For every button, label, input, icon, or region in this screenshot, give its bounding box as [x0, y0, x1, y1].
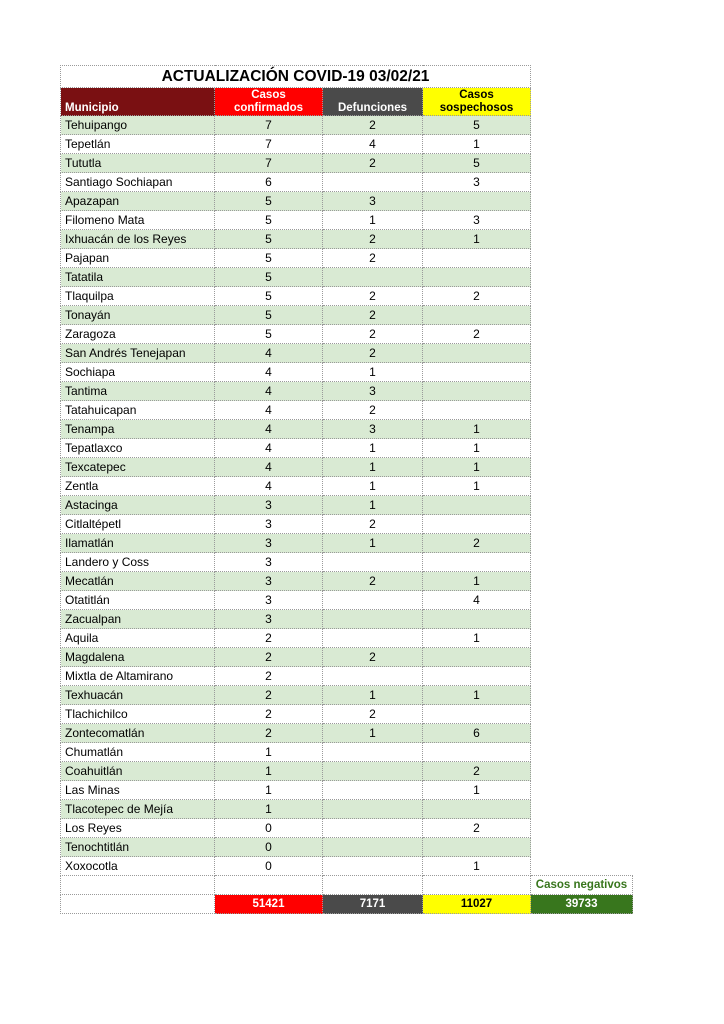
sospechosos-cell — [423, 496, 531, 515]
defunciones-cell: 3 — [323, 420, 423, 439]
confirmados-cell: 4 — [215, 420, 323, 439]
sospechosos-cell: 2 — [423, 762, 531, 781]
total-defunciones: 7171 — [323, 895, 423, 914]
defunciones-cell: 2 — [323, 230, 423, 249]
sospechosos-cell — [423, 743, 531, 762]
municipio-cell: Sochiapa — [61, 363, 215, 382]
municipio-cell: Zaragoza — [61, 325, 215, 344]
confirmados-cell: 5 — [215, 192, 323, 211]
municipio-cell: Magdalena — [61, 648, 215, 667]
table-row — [61, 325, 633, 344]
sospechosos-cell — [423, 610, 531, 629]
sheet-title: ACTUALIZACIÓN COVID-19 03/02/21 — [61, 66, 531, 88]
table-row — [61, 705, 633, 724]
sospechosos-cell — [423, 401, 531, 420]
confirmados-cell: 4 — [215, 363, 323, 382]
confirmados-cell: 0 — [215, 838, 323, 857]
table-row — [61, 230, 633, 249]
sospechosos-cell — [423, 705, 531, 724]
table-row — [61, 591, 633, 610]
table-row — [61, 382, 633, 401]
confirmados-cell: 5 — [215, 230, 323, 249]
defunciones-cell — [323, 838, 423, 857]
defunciones-cell: 4 — [323, 135, 423, 154]
defunciones-cell — [323, 591, 423, 610]
sospechosos-cell: 1 — [423, 420, 531, 439]
municipio-cell: Tatatila — [61, 268, 215, 287]
negativos-label-row — [61, 876, 633, 895]
municipio-cell: Tenochtitlán — [61, 838, 215, 857]
header-municipio: Municipio — [61, 88, 215, 116]
confirmados-cell: 4 — [215, 458, 323, 477]
confirmados-cell: 1 — [215, 743, 323, 762]
sospechosos-cell: 2 — [423, 325, 531, 344]
table-row — [61, 116, 633, 135]
municipio-cell: Apazapan — [61, 192, 215, 211]
table-row — [61, 154, 633, 173]
sospechosos-cell — [423, 800, 531, 819]
sospechosos-cell: 1 — [423, 781, 531, 800]
defunciones-cell: 2 — [323, 116, 423, 135]
confirmados-cell: 3 — [215, 591, 323, 610]
municipio-cell: Mecatlán — [61, 572, 215, 591]
defunciones-cell — [323, 743, 423, 762]
sospechosos-cell: 1 — [423, 857, 531, 876]
defunciones-cell: 1 — [323, 439, 423, 458]
defunciones-cell: 2 — [323, 401, 423, 420]
confirmados-cell: 1 — [215, 781, 323, 800]
defunciones-cell: 2 — [323, 515, 423, 534]
confirmados-cell: 3 — [215, 553, 323, 572]
table-row — [61, 477, 633, 496]
defunciones-cell — [323, 781, 423, 800]
table-row — [61, 496, 633, 515]
municipio-cell: Zontecomatlán — [61, 724, 215, 743]
table-row — [61, 439, 633, 458]
confirmados-cell: 3 — [215, 534, 323, 553]
confirmados-cell: 3 — [215, 610, 323, 629]
confirmados-cell: 0 — [215, 819, 323, 838]
sospechosos-cell — [423, 268, 531, 287]
confirmados-cell: 1 — [215, 762, 323, 781]
defunciones-cell: 2 — [323, 287, 423, 306]
header-confirmados-line1: Casos — [251, 89, 286, 101]
table-row — [61, 306, 633, 325]
confirmados-cell: 2 — [215, 705, 323, 724]
municipio-cell: Ixhuacán de los Reyes — [61, 230, 215, 249]
table-row — [61, 686, 633, 705]
municipio-cell: Coahuitlán — [61, 762, 215, 781]
sospechosos-cell — [423, 363, 531, 382]
defunciones-cell: 1 — [323, 724, 423, 743]
confirmados-cell: 5 — [215, 268, 323, 287]
sospechosos-cell: 1 — [423, 629, 531, 648]
sospechosos-cell: 1 — [423, 458, 531, 477]
confirmados-cell: 3 — [215, 496, 323, 515]
header-row — [61, 88, 633, 116]
sospechosos-cell — [423, 344, 531, 363]
header-defunciones: Defunciones — [323, 88, 423, 116]
sospechosos-cell: 1 — [423, 439, 531, 458]
confirmados-cell: 4 — [215, 477, 323, 496]
defunciones-cell: 1 — [323, 496, 423, 515]
confirmados-cell: 2 — [215, 667, 323, 686]
defunciones-cell: 2 — [323, 306, 423, 325]
municipio-cell: Landero y Coss — [61, 553, 215, 572]
municipio-cell: Pajapan — [61, 249, 215, 268]
total-confirmados: 51421 — [215, 895, 323, 914]
sospechosos-cell: 3 — [423, 173, 531, 192]
sospechosos-cell: 1 — [423, 477, 531, 496]
municipio-cell: Xoxocotla — [61, 857, 215, 876]
sospechosos-cell — [423, 648, 531, 667]
confirmados-cell: 3 — [215, 515, 323, 534]
totals-row — [61, 895, 633, 914]
confirmados-cell: 2 — [215, 629, 323, 648]
defunciones-cell — [323, 268, 423, 287]
defunciones-cell — [323, 800, 423, 819]
table-row — [61, 287, 633, 306]
confirmados-cell: 2 — [215, 686, 323, 705]
sospechosos-cell: 2 — [423, 534, 531, 553]
defunciones-cell — [323, 857, 423, 876]
table-row — [61, 192, 633, 211]
sospechosos-cell: 1 — [423, 135, 531, 154]
table-row — [61, 534, 633, 553]
defunciones-cell — [323, 819, 423, 838]
table-row — [61, 135, 633, 154]
confirmados-cell: 5 — [215, 325, 323, 344]
header-sospechosos-line2: sospechosos — [439, 102, 514, 114]
sospechosos-cell: 6 — [423, 724, 531, 743]
municipio-cell: Astacinga — [61, 496, 215, 515]
municipio-cell: Texhuacán — [61, 686, 215, 705]
sospechosos-cell: 2 — [423, 819, 531, 838]
confirmados-cell: 6 — [215, 173, 323, 192]
municipio-cell: Tepetlán — [61, 135, 215, 154]
municipio-cell: Citlaltépetl — [61, 515, 215, 534]
header-sospechosos-line1: Casos — [459, 89, 494, 101]
sospechosos-cell — [423, 553, 531, 572]
defunciones-cell — [323, 667, 423, 686]
confirmados-cell: 4 — [215, 401, 323, 420]
confirmados-cell: 7 — [215, 135, 323, 154]
covid-table — [60, 65, 633, 914]
municipio-cell: Tepatlaxco — [61, 439, 215, 458]
sospechosos-cell: 1 — [423, 230, 531, 249]
table-row — [61, 344, 633, 363]
municipio-cell: Tlacotepec de Mejía — [61, 800, 215, 819]
table-row — [61, 363, 633, 382]
defunciones-cell — [323, 610, 423, 629]
total-sospechosos: 11027 — [423, 895, 531, 914]
defunciones-cell: 1 — [323, 686, 423, 705]
defunciones-cell: 2 — [323, 249, 423, 268]
header-confirmados-line2: confirmados — [233, 102, 303, 114]
confirmados-cell: 0 — [215, 857, 323, 876]
sospechosos-cell — [423, 382, 531, 401]
defunciones-cell: 2 — [323, 344, 423, 363]
negativos-label: Casos negativos — [531, 876, 633, 895]
confirmados-cell: 4 — [215, 344, 323, 363]
table-row — [61, 648, 633, 667]
sospechosos-cell — [423, 249, 531, 268]
municipio-cell: Tonayán — [61, 306, 215, 325]
municipio-cell: Zentla — [61, 477, 215, 496]
defunciones-cell: 2 — [323, 705, 423, 724]
defunciones-cell: 1 — [323, 363, 423, 382]
sospechosos-cell — [423, 306, 531, 325]
table-row — [61, 249, 633, 268]
sospechosos-cell — [423, 192, 531, 211]
defunciones-cell — [323, 629, 423, 648]
confirmados-cell: 5 — [215, 306, 323, 325]
table-row — [61, 857, 633, 876]
table-row — [61, 610, 633, 629]
defunciones-cell: 3 — [323, 382, 423, 401]
table-row — [61, 572, 633, 591]
table-row — [61, 173, 633, 192]
confirmados-cell: 3 — [215, 572, 323, 591]
table-row — [61, 781, 633, 800]
table-row — [61, 211, 633, 230]
municipio-cell: Tlaquilpa — [61, 287, 215, 306]
confirmados-cell: 2 — [215, 724, 323, 743]
table-row — [61, 838, 633, 857]
table-row — [61, 515, 633, 534]
defunciones-cell: 1 — [323, 477, 423, 496]
sospechosos-cell — [423, 838, 531, 857]
header-sospechosos — [423, 88, 531, 116]
municipio-cell: Otatitlán — [61, 591, 215, 610]
municipio-cell: Tantima — [61, 382, 215, 401]
municipio-cell: Tenampa — [61, 420, 215, 439]
confirmados-cell: 7 — [215, 116, 323, 135]
table-row — [61, 458, 633, 477]
municipio-cell: Chumatlán — [61, 743, 215, 762]
defunciones-cell: 2 — [323, 154, 423, 173]
sospechosos-cell: 1 — [423, 686, 531, 705]
municipio-cell: Filomeno Mata — [61, 211, 215, 230]
sospechosos-cell — [423, 667, 531, 686]
table-row — [61, 268, 633, 287]
defunciones-cell: 2 — [323, 325, 423, 344]
table-row — [61, 819, 633, 838]
defunciones-cell: 2 — [323, 572, 423, 591]
table-row — [61, 724, 633, 743]
defunciones-cell: 2 — [323, 648, 423, 667]
municipio-cell: Mixtla de Altamirano — [61, 667, 215, 686]
table-row — [61, 420, 633, 439]
confirmados-cell: 1 — [215, 800, 323, 819]
sospechosos-cell: 1 — [423, 572, 531, 591]
covid-update-sheet — [60, 65, 633, 914]
confirmados-cell: 5 — [215, 249, 323, 268]
table-row — [61, 553, 633, 572]
municipio-cell: Tehuipango — [61, 116, 215, 135]
municipio-cell: Aquila — [61, 629, 215, 648]
table-row — [61, 629, 633, 648]
defunciones-cell — [323, 553, 423, 572]
sospechosos-cell — [423, 515, 531, 534]
defunciones-cell — [323, 173, 423, 192]
table-row — [61, 667, 633, 686]
municipio-cell: Tlachichilco — [61, 705, 215, 724]
confirmados-cell: 5 — [215, 287, 323, 306]
sospechosos-cell: 4 — [423, 591, 531, 610]
municipio-cell: Santiago Sochiapan — [61, 173, 215, 192]
header-confirmados — [215, 88, 323, 116]
confirmados-cell: 4 — [215, 439, 323, 458]
municipio-cell: Zacualpan — [61, 610, 215, 629]
municipio-cell: Los Reyes — [61, 819, 215, 838]
defunciones-cell: 1 — [323, 458, 423, 477]
confirmados-cell: 7 — [215, 154, 323, 173]
municipio-cell: Las Minas — [61, 781, 215, 800]
total-negativos: 39733 — [531, 895, 633, 914]
table-row — [61, 800, 633, 819]
sospechosos-cell: 2 — [423, 287, 531, 306]
table-row — [61, 762, 633, 781]
defunciones-cell: 1 — [323, 534, 423, 553]
table-row — [61, 743, 633, 762]
municipio-cell: San Andrés Tenejapan — [61, 344, 215, 363]
municipio-cell: Ilamatlán — [61, 534, 215, 553]
defunciones-cell — [323, 762, 423, 781]
confirmados-cell: 5 — [215, 211, 323, 230]
confirmados-cell: 4 — [215, 382, 323, 401]
sospechosos-cell: 5 — [423, 154, 531, 173]
sospechosos-cell: 3 — [423, 211, 531, 230]
confirmados-cell: 2 — [215, 648, 323, 667]
municipio-cell: Tututla — [61, 154, 215, 173]
table-row — [61, 401, 633, 420]
defunciones-cell: 1 — [323, 211, 423, 230]
municipio-cell: Tatahuicapan — [61, 401, 215, 420]
sospechosos-cell: 5 — [423, 116, 531, 135]
municipio-cell: Texcatepec — [61, 458, 215, 477]
defunciones-cell: 3 — [323, 192, 423, 211]
